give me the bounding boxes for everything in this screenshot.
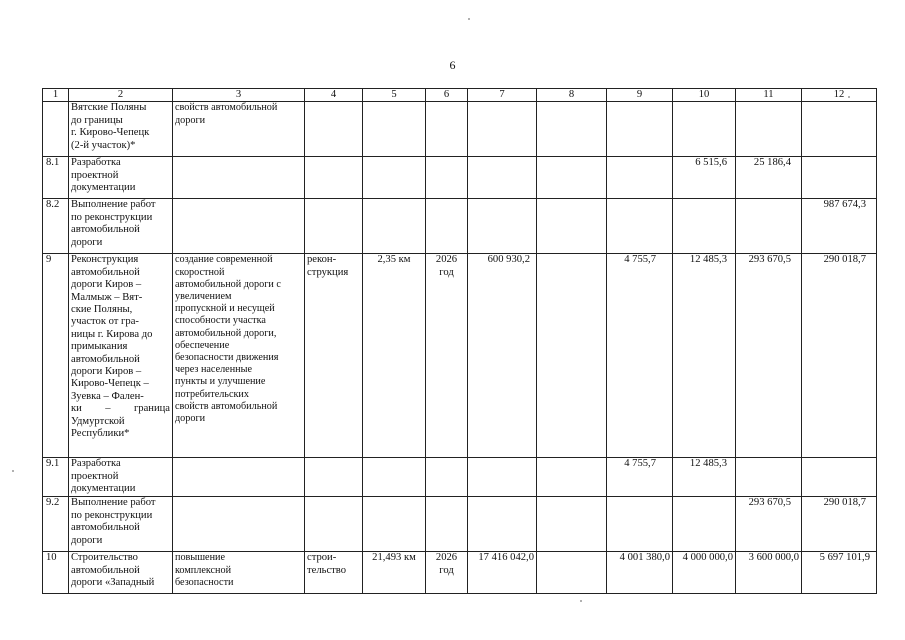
object-purpose — [173, 157, 305, 199]
column-number: 3 — [173, 89, 305, 102]
column-number: 6 — [426, 89, 468, 102]
scan-speck — [848, 96, 850, 98]
estimated-cost — [468, 458, 537, 497]
completion-year — [426, 458, 468, 497]
table-row — [43, 199, 877, 254]
value-col-12 — [802, 157, 877, 199]
object-name: Вятские Поляны до границы г. Кирово-Чепецк (2-й участок)* — [69, 102, 173, 157]
row-number: 9.1 — [43, 458, 69, 497]
value-col-8 — [537, 497, 607, 552]
name-line: Республики* — [71, 428, 130, 440]
work-type — [305, 102, 363, 157]
completion-year: 2026 год — [426, 552, 468, 594]
column-number: 12 — [802, 89, 877, 102]
value-col-12: 987 674,3 — [802, 199, 877, 254]
object-name — [69, 254, 173, 458]
completion-year — [426, 497, 468, 552]
estimated-cost: 17 416 042,0 — [468, 552, 537, 594]
object-purpose: повышение комплексной безопасности — [173, 552, 305, 594]
name-line: Малмыж – Вят- — [71, 291, 143, 303]
page-number: 6 — [449, 58, 456, 72]
value-col-8 — [537, 458, 607, 497]
object-name: Разработка проектной документации — [69, 157, 173, 199]
value-col-10 — [673, 497, 736, 552]
value-col-10 — [673, 102, 736, 157]
row-number — [43, 102, 69, 157]
work-type — [305, 497, 363, 552]
column-number: 7 — [468, 89, 537, 102]
column-number-row — [43, 89, 877, 102]
value-col-10: 12 485,3 — [673, 254, 736, 458]
row-number: 8.2 — [43, 199, 69, 254]
work-type — [305, 199, 363, 254]
work-type — [305, 458, 363, 497]
estimated-cost — [468, 102, 537, 157]
object-purpose — [173, 458, 305, 497]
value-col-8 — [537, 254, 607, 458]
table-row — [43, 458, 877, 497]
value-col-10 — [673, 199, 736, 254]
completion-year — [426, 199, 468, 254]
value-col-8 — [537, 157, 607, 199]
name-line: ские Поляны, — [71, 304, 133, 316]
capacity — [363, 497, 426, 552]
value-col-8 — [537, 199, 607, 254]
value-col-9: 4 001 380,0 — [607, 552, 673, 594]
value-col-9 — [607, 157, 673, 199]
row-number: 9.2 — [43, 497, 69, 552]
capacity — [363, 199, 426, 254]
scan-speck — [580, 600, 582, 602]
object-purpose: создание современной скоростной автомобильной дороги с увеличением пропускной и несущей способности участка автомобильной дороги, обеспечение безопасности движения через населенные пункты и улучшение потребительских свойств автомобильной дороги — [173, 254, 305, 458]
column-number: 1 — [43, 89, 69, 102]
estimated-cost — [468, 157, 537, 199]
object-name: Строительство автомобильной дороги «Западный — [69, 552, 173, 594]
value-col-11: 293 670,5 — [736, 254, 802, 458]
table-row — [43, 552, 877, 594]
name-line: Реконструкция — [71, 254, 139, 266]
value-col-11: 25 186,4 — [736, 157, 802, 199]
column-number: 4 — [305, 89, 363, 102]
value-col-10: 12 485,3 — [673, 458, 736, 497]
value-col-10: 6 515,6 — [673, 157, 736, 199]
value-col-12 — [802, 458, 877, 497]
value-col-9: 4 755,7 — [607, 458, 673, 497]
name-line-justified — [71, 403, 170, 415]
capacity — [363, 458, 426, 497]
capacity — [363, 157, 426, 199]
value-col-9 — [607, 102, 673, 157]
value-col-11 — [736, 199, 802, 254]
name-word: ки — [71, 403, 82, 415]
work-type: рекон- струкция — [305, 254, 363, 458]
object-purpose — [173, 497, 305, 552]
value-col-8 — [537, 102, 607, 157]
capacity — [363, 102, 426, 157]
object-purpose: свойств автомобильной дороги — [173, 102, 305, 157]
row-number: 10 — [43, 552, 69, 594]
value-col-8 — [537, 552, 607, 594]
name-line: примыкания — [71, 341, 128, 353]
value-col-9: 4 755,7 — [607, 254, 673, 458]
completion-year — [426, 102, 468, 157]
completion-year: 2026 год — [426, 254, 468, 458]
value-col-11: 293 670,5 — [736, 497, 802, 552]
column-number: 9 — [607, 89, 673, 102]
name-word: – — [105, 403, 111, 415]
value-col-12: 290 018,7 — [802, 497, 877, 552]
completion-year — [426, 157, 468, 199]
value-col-9 — [607, 199, 673, 254]
name-word: граница — [133, 403, 170, 415]
value-col-12 — [802, 102, 877, 157]
table-row — [43, 102, 877, 157]
value-col-11 — [736, 102, 802, 157]
value-col-9 — [607, 497, 673, 552]
column-number: 10 — [673, 89, 736, 102]
name-line: автомобильной — [71, 266, 140, 278]
object-purpose — [173, 199, 305, 254]
object-name: Выполнение работ по реконструкции автомобильной дороги — [69, 497, 173, 552]
column-number: 11 — [736, 89, 802, 102]
work-type: строи- тельство — [305, 552, 363, 594]
name-line: ницы г. Кирова до — [71, 328, 153, 340]
name-line: дороги Киров – — [71, 279, 142, 291]
column-number: 5 — [363, 89, 426, 102]
estimated-cost — [468, 497, 537, 552]
name-line: Удмуртской — [71, 415, 125, 427]
row-number: 8.1 — [43, 157, 69, 199]
work-type — [305, 157, 363, 199]
budget-table — [42, 88, 877, 594]
table-row — [43, 254, 877, 458]
column-number: 2 — [69, 89, 173, 102]
object-name: Выполнение работ по реконструкции автомобильной дороги — [69, 199, 173, 254]
name-line: дороги Киров – — [71, 366, 142, 378]
name-line: автомобильной — [71, 353, 140, 365]
value-col-10: 4 000 000,0 — [673, 552, 736, 594]
estimated-cost: 600 930,2 — [468, 254, 537, 458]
estimated-cost — [468, 199, 537, 254]
value-col-11 — [736, 458, 802, 497]
table-row — [43, 497, 877, 552]
name-line: участок от гра- — [71, 316, 139, 328]
row-number: 9 — [43, 254, 69, 458]
name-line: Зуевка – Фален- — [71, 390, 144, 402]
object-name: Разработка проектной документации — [69, 458, 173, 497]
value-col-12: 290 018,7 — [802, 254, 877, 458]
column-number: 8 — [537, 89, 607, 102]
capacity: 21,493 км — [363, 552, 426, 594]
scan-speck — [468, 18, 470, 20]
scan-speck — [12, 470, 14, 472]
value-col-12: 5 697 101,9 — [802, 552, 877, 594]
table-row — [43, 157, 877, 199]
value-col-11: 3 600 000,0 — [736, 552, 802, 594]
capacity: 2,35 км — [363, 254, 426, 458]
name-line: Кирово-Чепецк – — [71, 378, 149, 390]
